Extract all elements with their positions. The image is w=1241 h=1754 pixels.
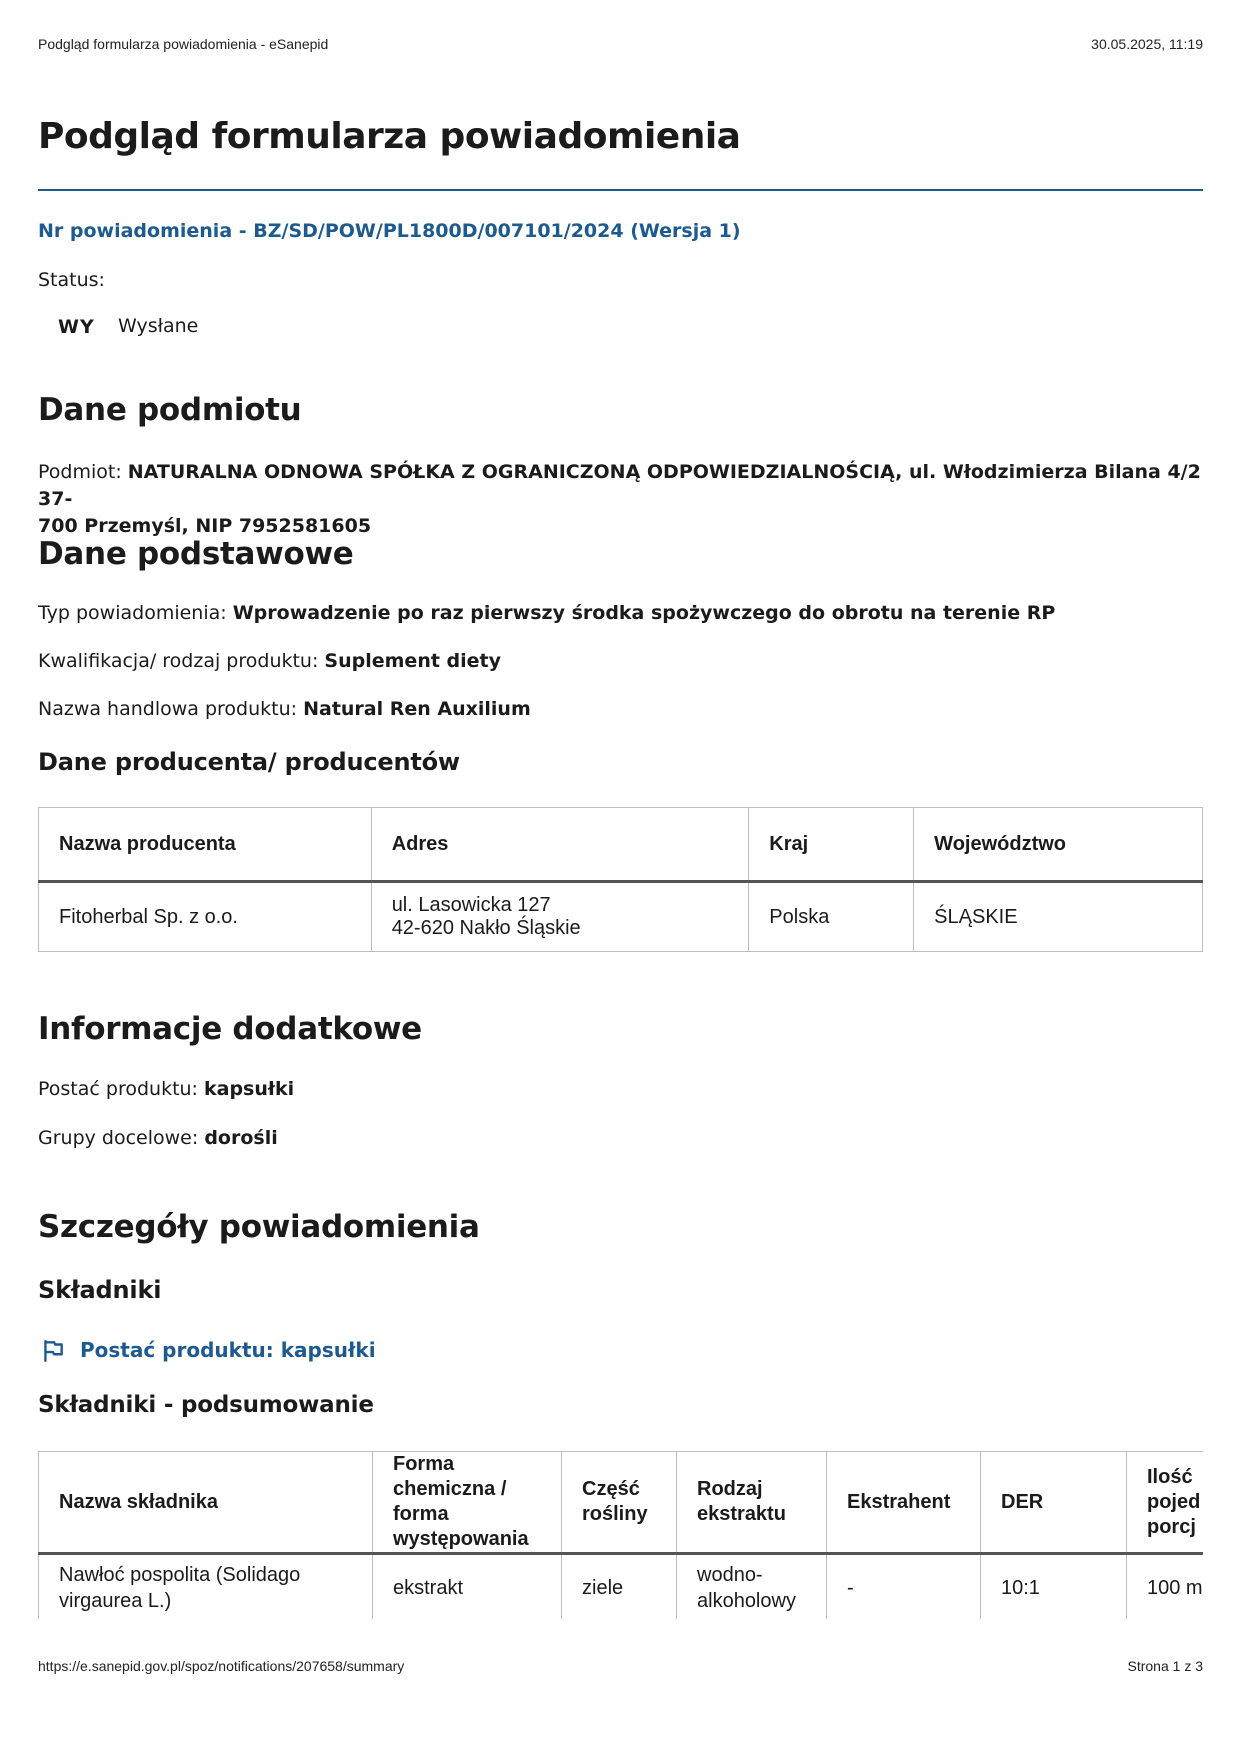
col-header-chemical-form: Forma chemiczna / forma występowania — [373, 1452, 562, 1554]
col-header-extractant: Ekstrahent — [827, 1452, 981, 1554]
col-header-address: Adres — [371, 808, 749, 882]
entity-value-line1: NATURALNA ODNOWA SPÓŁKA Z OGRANICZONĄ ODPOWIEDZIALNOŚCIĄ, ul. Włodzimierza Bilana 4/2 37- — [38, 461, 1201, 510]
target-groups-line — [38, 1125, 278, 1152]
target-groups-value: dorośli — [204, 1127, 278, 1149]
product-form-value: kapsułki — [204, 1078, 295, 1100]
col-header-plant-part: Część rośliny — [562, 1452, 677, 1554]
table-header-row — [39, 808, 1203, 882]
section-heading-producers: Dane producenta/ producentów — [38, 748, 460, 776]
cell-plant-part: ziele — [562, 1554, 677, 1620]
cell-der: 10:1 — [981, 1554, 1127, 1620]
target-groups-label: Grupy docelowe: — [38, 1127, 205, 1149]
cell-extract-type: wodno- alkoholowy — [677, 1554, 827, 1620]
col-header-der: DER — [981, 1452, 1127, 1554]
col-header-quantity: Ilość pojed porcj — [1127, 1452, 1204, 1554]
print-header — [38, 36, 1203, 56]
section-heading-entity: Dane podmiotu — [38, 392, 302, 428]
notification-type-line — [38, 600, 1055, 627]
qualification-value: Suplement diety — [324, 650, 502, 672]
notification-type-label: Typ powiadomienia: — [38, 602, 233, 624]
notification-type-value: Wprowadzenie po raz pierwszy środka spożywczego do obrotu na terenie RP — [232, 602, 1056, 624]
entity-line — [38, 459, 1203, 540]
print-header-datetime: 30.05.2025, 11:19 — [1091, 36, 1203, 52]
cell-voivodeship: ŚLĄSKIE — [914, 882, 1203, 952]
product-form-line — [38, 1076, 294, 1103]
entity-value-line2: 700 Przemyśl, NIP 7952581605 — [38, 515, 372, 537]
col-header-producer-name: Nazwa producenta — [39, 808, 372, 882]
print-footer — [38, 1658, 1203, 1678]
section-heading-basic: Dane podstawowe — [38, 536, 354, 572]
section-heading-additional: Informacje dodatkowe — [38, 1011, 422, 1047]
col-header-ingredient-name: Nazwa składnika — [39, 1452, 373, 1554]
table-header-row — [39, 1452, 1204, 1554]
status-code: WY — [58, 316, 95, 338]
qualification-label: Kwalifikacja/ rodzaj produktu: — [38, 650, 325, 672]
section-heading-ingredients: Składniki — [38, 1276, 162, 1304]
cell-chemical-form: ekstrakt — [373, 1554, 562, 1620]
col-header-extract-type: Rodzaj ekstraktu — [677, 1452, 827, 1554]
status-text: Wysłane — [118, 315, 199, 337]
producers-table — [38, 807, 1203, 952]
cell-extractant: - — [827, 1554, 981, 1620]
section-heading-ingredients-summary: Składniki - podsumowanie — [38, 1392, 374, 1418]
cell-producer-name: Fitoherbal Sp. z o.o. — [39, 882, 372, 952]
print-footer-page: Strona 1 z 3 — [1127, 1658, 1203, 1674]
address-line2: 42-620 Nakło Śląskie — [391, 917, 581, 939]
cell-ingredient-name: Nawłoć pospolita (Solidago virgaurea L.) — [39, 1554, 373, 1620]
status-label: Status: — [38, 269, 105, 291]
page-title: Podgląd formularza powiadomienia — [38, 116, 741, 157]
cell-country: Polska — [749, 882, 914, 952]
table-row — [39, 882, 1203, 952]
ingredients-table — [38, 1451, 1203, 1619]
product-name-value: Natural Ren Auxilium — [303, 698, 531, 720]
qualification-line — [38, 648, 501, 675]
title-divider — [38, 189, 1203, 191]
table-row — [39, 1554, 1204, 1620]
flag-icon — [40, 1338, 66, 1364]
cell-address — [371, 882, 749, 952]
col-header-country: Kraj — [749, 808, 914, 882]
print-header-title: Podgląd formularza powiadomienia - eSanepid — [38, 36, 329, 52]
entity-label: Podmiot: — [38, 461, 128, 483]
col-header-voivodeship: Województwo — [914, 808, 1203, 882]
section-heading-details: Szczegóły powiadomienia — [38, 1209, 480, 1245]
print-footer-url: https://e.sanepid.gov.pl/spoz/notifications/207658/summary — [38, 1658, 405, 1674]
product-name-line — [38, 696, 531, 723]
product-form-label: Postać produktu: — [38, 1078, 204, 1100]
cell-quantity: 100 m — [1127, 1554, 1204, 1620]
product-form-link-label: Postać produktu: kapsułki — [80, 1338, 376, 1362]
ingredients-table-viewport — [38, 1451, 1203, 1619]
address-line1: ul. Lasowicka 127 — [391, 894, 551, 916]
notification-number: Nr powiadomienia - BZ/SD/POW/PL1800D/007101/2024 (Wersja 1) — [38, 220, 741, 242]
product-name-label: Nazwa handlowa produktu: — [38, 698, 304, 720]
